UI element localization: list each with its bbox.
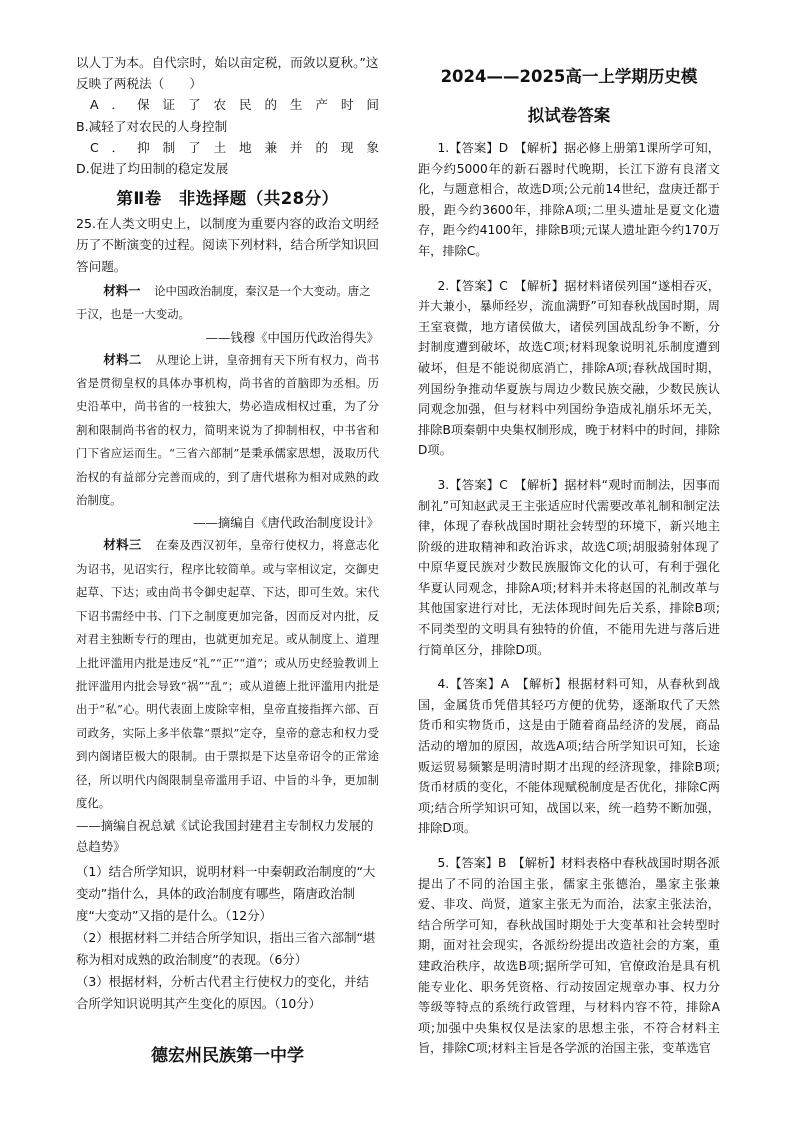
school-name: 德宏州民族第一中学 xyxy=(151,1046,304,1067)
question-1: （1）结合所学知识，说明材料一中秦朝政治制度的“大变动”指什么，具体的政治制度有哪些，隋唐政治制度“大变动”又指的是什么。（12分） xyxy=(76,864,376,924)
material-3-label: 材料三 xyxy=(103,537,142,553)
section-title: 第Ⅱ卷 非选择题（共28分） xyxy=(116,189,339,209)
answer-2: 2.【答案】C 【解析】据材料诸侯列国“遂相吞灭，并大兼小，暴师经岁，流血满野”可知春秋战国时期，周王室衰微，地方诸侯做大，诸侯列国战乱纷争不断，分封制度遭到破坏，故选C项;材料现象说明礼乐制度遭到破坏，但是不能说彻底消亡，排除A项;春秋战国时期，列国纷争推动华夏族与周边少数民族交融，少数民族认同观念加强，但与材料中列国纷争造成礼崩乐坏无关，排除B项秦朝中央集权制形成，晚于材料中的时间，排除D项。 xyxy=(418,278,720,458)
answer-title-line-2: 拟试卷答案 xyxy=(527,106,611,125)
q24-option-d: D.促进了均田制的稳定发展 xyxy=(76,161,229,177)
material-2-label: 材料二 xyxy=(103,351,142,367)
q24-option-b: B.减轻了对农民的人身控制 xyxy=(76,118,228,134)
answer-1: 1.【答案】D 【解析】据必修上册第1课所学可知，距今约5000年的新石器时代晚期，长江下游有良渚文化，与题意相合，故选D项;公元前14世纪，盘庚迁都于殷，距今约3600年，排除A项;二里头遗址是夏文化遗存，距今约4100年，排除B项;元谋人遗址距今约170万年，排除C。 xyxy=(418,141,720,258)
question-2: （2）根据材料二并结合所学知识，指出三省六部制“堪称为相对成熟的政治制度”的表现。（6分） xyxy=(76,930,376,968)
q24-option-c: C．抑制了土地兼并的现象 xyxy=(90,139,379,155)
answer-title-line-1: 2024——2025高一上学期历史模 xyxy=(440,67,698,86)
answer-4: 4.【答案】A 【解析】根据材料可知，从春秋到战国，金属货币凭借其轻巧方便的优势，逐渐取代了天然货币和实物货币，这是由于随着商品经济的发展，商品活动的增加的原因，故选A项;结合所学知识可知，长途贩运贸易频繁是明清时期才出现的经济现象，排除B项;货币材质的变化，不能体现赋税制度是否优化，排除C两项;结合所学知识可知，战国以来，统一趋势不断加强，排除D项。 xyxy=(418,677,720,836)
material-2 xyxy=(76,348,379,513)
q24-option-a: A．保证了农民的生产时间 xyxy=(90,97,379,113)
question-3: （3）根据材料，分析古代君主行使权力的变化，并结合所学知识说明其产生变化的原因。（10分） xyxy=(76,974,369,1012)
right-column xyxy=(418,66,720,1073)
material-3-text: 在秦及西汉初年，皇帝行使权力，将意志化为诏书，见诏实行，程序比较简单。或与宰相议定，交御史起草、下达；或由尚书令御史起草、下达，即可生效。宋代下诏书需经中书、门下之制度更加完备，因而反对内批，反对君主独断专行的理由，也就更加充足。或从制度上、道理上批评滥用内批是违反“礼”“正”“道”；或从历史经验教训上批评滥用内批会导致“祸”“乱”；或从道德上批评滥用内批是出于“私”心。明代表面上废除宰相，皇帝直接指挥六部、百司政务，实际上多半依靠“票拟”定夺，皇帝的意志和权力受到内阁诸臣极大的限制。由于票拟是下达皇帝诏令的正常途径，所以明代内阁限制皇帝滥用手诏、中旨的斗争，更加制度化。 xyxy=(76,538,380,810)
left-column xyxy=(76,52,379,1083)
q24-stem: 以人丁为本。自代宗时，始以亩定税，而敛以夏秋。”这反映了两税法（ ） xyxy=(76,55,379,92)
material-3-source: ——摘编自祝总斌《试论我国封建君主专制权力发展的总趋势》 xyxy=(76,818,374,855)
material-2-source: ——摘编自《唐代政治制度设计》 xyxy=(193,515,379,531)
answer-5: 5.【答案】B 【解析】材料表格中春秋战国时期各派提出了不同的治国主张，儒家主张德治，墨家主张兼爱、非攻、尚贤，道家主张无为而治，法家主张法治，结合所学可知，春秋战国时期处于大变革和社会转型时期，面对社会现实，各派纷纷提出改造社会的方案，重建政治秩序，故选B项;据所学可知，官僚政治是具有机能专业化、职务凭资格、行动按固定规章办事、权力分等级等特点的系统行政管理，与材料内容不符，排除A项;加强中央集权仅是法家的思想主张，不符合材料主旨，排除C项;材料主旨是各学派的治国主张，变革选官 xyxy=(418,856,720,1056)
material-3 xyxy=(76,533,379,815)
answer-3: 3.【答案】C 【解析】据材料“观时而制法，因事而制礼”可知赵武灵王主张适应时代需要改革礼制和制定法律，体现了春秋战国时期社会转型的环境下，新兴地主阶级的进取精神和政治诉求，故选C项;胡服骑射体现了中原华夏民族对少数民族服饰文化的认可，有利于强化华夏认同观念，排除A项;材料并未将赵国的礼制改革与其他国家进行对比，无法体现时间先后关系，排除B项;不同类型的文明具有独特的价值，不能用先进与落后进行简单区分，排除D项。 xyxy=(418,477,720,657)
material-1-text: 论中国政治制度，秦汉是一个大变动。唐之于汉，也是一大变动。 xyxy=(76,283,371,322)
material-1-source: ——钱穆《中国历代政治得失》 xyxy=(205,329,379,345)
material-2-text: 从理论上讲，皇帝拥有天下所有权力，尚书省是贯彻皇权的具体办事机构，尚书省的首脑即为丞相。历史沿革中，尚书省的一枝独大，势必造成相权过重，为了分割和限制尚书省的权力，简明来说为了抑制相权，中书省和门下省应运而生。“三省六部制”是秉承儒家思想，汲取历代治权的有益部分完善而成的，到了唐代堪称为相对成熟的政治制度。 xyxy=(76,352,380,508)
material-1 xyxy=(76,279,379,327)
material-1-label: 材料一 xyxy=(103,282,141,298)
q25-intro: 25.在人类文明史上，以制度为重要内容的政治文明经历了不断演变的过程。阅读下列材料，结合所学知识回答问题。 xyxy=(76,216,379,274)
